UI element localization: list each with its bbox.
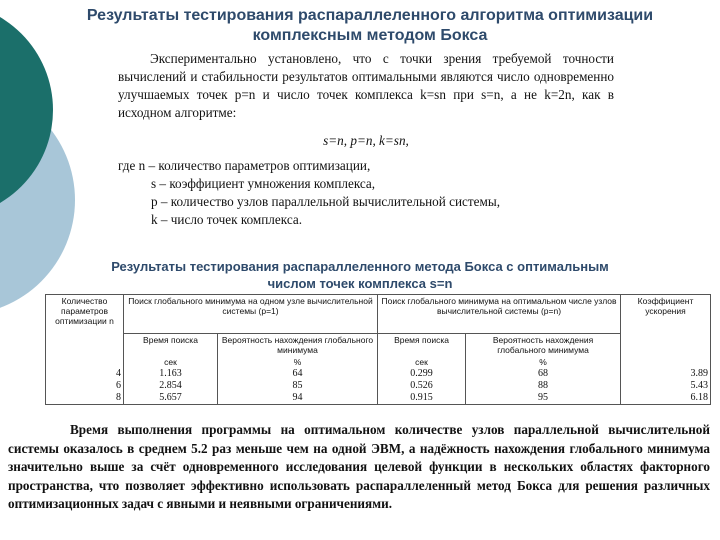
cell-time-parallel: 0.915: [378, 392, 466, 405]
cell-prob-single: 85: [218, 380, 378, 392]
cell-prob-parallel: 88: [466, 380, 621, 392]
conclusion-paragraph: [8, 421, 710, 514]
unit-time-2: сек: [378, 356, 466, 368]
cell-prob-parallel: 68: [466, 368, 621, 380]
cell-n: 6: [46, 380, 124, 392]
table-units-row: [46, 356, 711, 368]
subheader-time-1: Время поиска: [124, 334, 218, 357]
definition-s: s – коэффициент умножения комплекса,: [151, 176, 376, 191]
subheader-prob-2: Вероятность нахождения глобального минимума: [466, 334, 621, 357]
table-row: [46, 380, 711, 392]
definition-p: p – количество узлов параллельной вычислительной системы,: [151, 194, 500, 209]
cell-time-parallel: 0.299: [378, 368, 466, 380]
header-parallel: Поиск глобального минимума на оптимальном числе узлов вычислительной системы (p=n): [378, 295, 621, 334]
table-row: [46, 368, 711, 380]
page-title: Результаты тестирования распараллеленного алгоритма оптимизации комплексным методом Бокса: [86, 7, 654, 44]
conclusion-text: Время выполнения программы на оптимальном количестве узлов параллельной вычислительной системы оказалось в среднем 5.2 раз меньше чем на одной ЭВМ, а надёжность нахождения глобального минимума значительно выше за счёт одновременного исследования целевой функции в нескольких областях факторного пространства, что позволяет эффективно использовать распараллеленный метод Бокса для решения различных оптимизационных задач с явными и неявными ограничениями.: [8, 422, 710, 511]
results-table: [45, 294, 711, 405]
cell-speedup: 3.89: [621, 368, 711, 380]
cell-prob-single: 64: [218, 368, 378, 380]
table-header-row: [46, 295, 711, 334]
unit-prob-1: %: [218, 356, 378, 368]
cell-n: 4: [46, 368, 124, 380]
table-title: Результаты тестирования распараллеленного метода Бокса с оптимальным числом точек комплекса s=n: [111, 259, 609, 291]
cell-time-single: 1.163: [124, 368, 218, 380]
cell-prob-single: 94: [218, 392, 378, 405]
header-speedup: Коэффициент ускорения: [621, 295, 711, 357]
cell-speedup: 6.18: [621, 392, 711, 405]
cell-prob-parallel: 95: [466, 392, 621, 405]
cell-time-single: 5.657: [124, 392, 218, 405]
cell-time-single: 2.854: [124, 380, 218, 392]
header-params: Количество параметров оптимизации n: [46, 295, 124, 357]
formula: s=n, p=n, k=sn,: [323, 133, 409, 148]
definition-k: k – число точек комплекса.: [151, 212, 302, 227]
cell-n: 8: [46, 392, 124, 405]
definitions-list: [118, 157, 614, 229]
intro-paragraph: [118, 50, 614, 122]
definition-n: где n – количество параметров оптимизации,: [118, 158, 371, 173]
unit-prob-2: %: [466, 356, 621, 368]
table-row: [46, 392, 711, 405]
unit-time-1: сек: [124, 356, 218, 368]
subheader-prob-1: Вероятность нахождения глобального минимума: [218, 334, 378, 357]
header-single-node: Поиск глобального минимума на одном узле вычислительной системы (p=1): [124, 295, 378, 334]
table-subheader-row: [46, 334, 711, 357]
subheader-time-2: Время поиска: [378, 334, 466, 357]
cell-speedup: 5.43: [621, 380, 711, 392]
cell-time-parallel: 0.526: [378, 380, 466, 392]
intro-text: Экспериментально установлено, что с точки зрения требуемой точности вычислений и стабильности результатов оптимальными являются число одновременно улучшаемых точек p=n и число точек комплекса k=sn при s=n, а не k=2n, как в исходном алгоритме:: [118, 51, 614, 120]
